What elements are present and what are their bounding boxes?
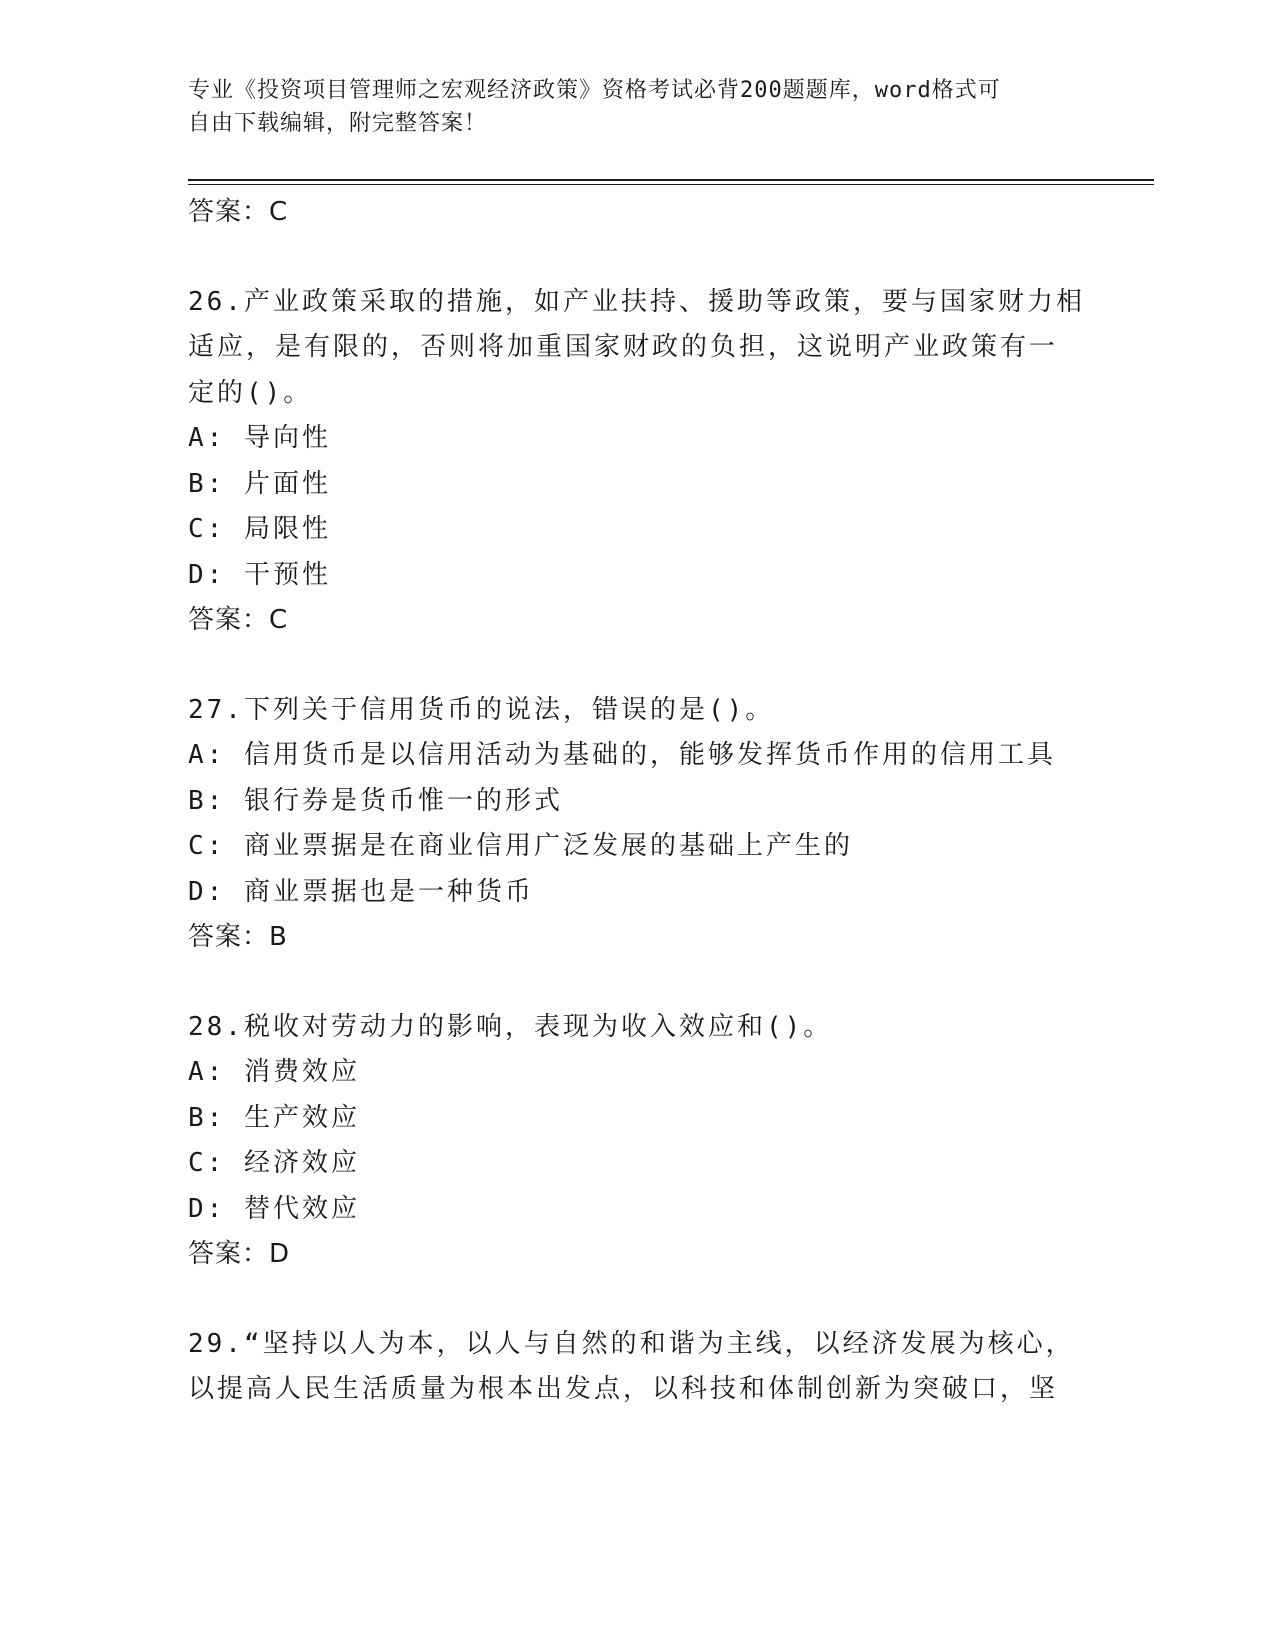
option-c: C: 局限性 xyxy=(188,514,331,544)
option-d: D: 替代效应 xyxy=(188,1193,360,1224)
question-list xyxy=(188,190,1088,1413)
spacer xyxy=(188,961,1088,1005)
question-stem-line: 26.产业政策采取的措施，如产业扶持、援助等政策，要与国家财力相 xyxy=(188,286,1085,317)
option-b: B: 生产效应 xyxy=(188,1102,360,1133)
question-28 xyxy=(188,1005,1088,1278)
answer: 答案：B xyxy=(188,922,288,952)
spacer xyxy=(188,1278,1088,1322)
header-line-2: 自由下载编辑，附完整答案！ xyxy=(188,111,488,136)
option-d: D: 商业票据也是一种货币 xyxy=(188,876,534,907)
option-a: A: 信用货币是以信用活动为基础的，能够发挥货币作用的信用工具 xyxy=(188,740,1056,770)
question-stem-line: 以提高人民生活质量为根本出发点，以科技和体制创新为突破口，坚 xyxy=(188,1374,1059,1404)
question-stem-line: 适应，是有限的，否则将加重国家财政的负担，这说明产业政策有一 xyxy=(188,332,1059,362)
option-c: C: 商业票据是在商业信用广泛发展的基础上产生的 xyxy=(188,831,853,861)
option-a: A: 消费效应 xyxy=(188,1057,360,1087)
question-stem-line: 29.“坚持以人为本，以人与自然的和谐为主线，以经济发展为核心， xyxy=(188,1328,1075,1359)
option-a: A: 导向性 xyxy=(188,423,331,453)
question-26 xyxy=(188,280,1088,644)
option-b: B: 片面性 xyxy=(188,468,331,499)
answer: 答案：C xyxy=(188,605,289,635)
question-stem-line: 28.税收对劳动力的影响，表现为收入效应和()。 xyxy=(188,1011,833,1042)
option-d: D: 干预性 xyxy=(188,559,331,590)
header-line-1: 专业《投资项目管理师之宏观经济政策》资格考试必背200题题库，word格式可 xyxy=(188,78,1001,103)
question-stem-line: 定的()。 xyxy=(188,377,313,408)
option-b: B: 银行券是货币惟一的形式 xyxy=(188,785,563,816)
option-c: C: 经济效应 xyxy=(188,1148,360,1178)
header-divider-thick xyxy=(188,179,1154,181)
spacer xyxy=(188,644,1088,688)
question-27 xyxy=(188,688,1088,961)
question-29 xyxy=(188,1322,1088,1413)
header-divider-thin xyxy=(188,184,1154,185)
document-header xyxy=(188,74,1068,140)
spacer xyxy=(188,236,1088,280)
answer: 答案：D xyxy=(188,1239,291,1269)
question-stem-line: 27.下列关于信用货币的说法，错误的是()。 xyxy=(188,694,775,725)
previous-answer: 答案：C xyxy=(188,197,289,227)
